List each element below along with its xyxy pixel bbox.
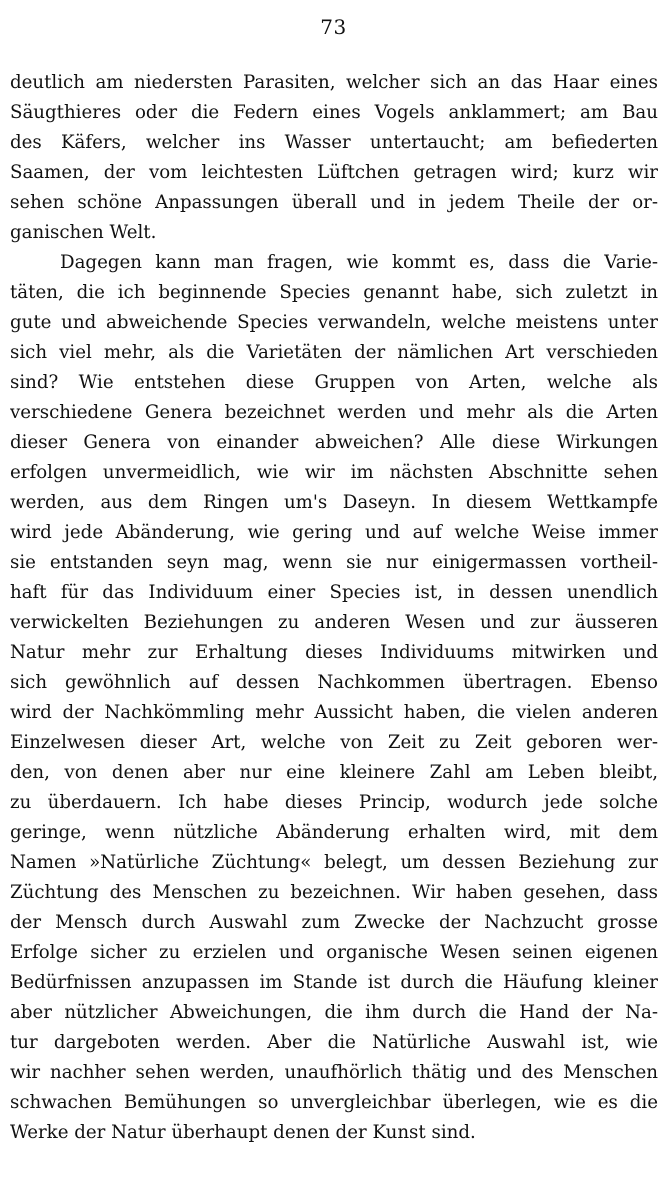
text-line: haft für das Individuum einer Species ist, in dessen unendlich	[10, 582, 658, 603]
text-line: deutlich am niedersten Parasiten, welcher sich an das Haar eines	[10, 72, 658, 93]
text-line: verschiedene Genera bezeichnet werden und mehr als die Arten	[10, 402, 658, 423]
text-line: Namen »Natürliche Züchtung« belegt, um dessen Beziehung zur	[10, 852, 658, 873]
text-line: Einzelwesen dieser Art, welche von Zeit zu Zeit geboren wer-	[10, 732, 658, 753]
text-line: gute und abweichende Species verwandeln, welche meistens unter	[10, 312, 658, 333]
body-text	[10, 68, 658, 1148]
text-line: dieser Genera von einander abweichen? Alle diese Wirkungen	[10, 432, 658, 453]
text-line: Werke der Natur überhaupt denen der Kunst sind.	[10, 1122, 476, 1143]
text-line: den, von denen aber nur eine kleinere Zahl am Leben bleibt,	[10, 762, 658, 783]
text-line: Natur mehr zur Erhaltung dieses Individuums mitwirken und	[10, 642, 658, 663]
text-line: Säugthieres oder die Federn eines Vogels anklammert; am Bau	[10, 102, 658, 123]
text-line: ganischen Welt.	[10, 222, 157, 243]
text-line: Dagegen kann man fragen, wie kommt es, dass die Varie-	[60, 252, 658, 273]
text-line: Bedürfnissen anzupassen im Stande ist durch die Häufung kleiner	[10, 972, 658, 993]
text-line: sie entstanden seyn mag, wenn sie nur einigermassen vortheil-	[10, 552, 658, 573]
text-line: wird jede Abänderung, wie gering und auf welche Weise immer	[10, 522, 658, 543]
text-line: werden, aus dem Ringen um's Daseyn. In diesem Wettkampfe	[10, 492, 658, 513]
text-line: Erfolge sicher zu erzielen und organische Wesen seinen eigenen	[10, 942, 658, 963]
text-line: zu überdauern. Ich habe dieses Princip, wodurch jede solche	[10, 792, 658, 813]
text-line: täten, die ich beginnende Species genannt habe, sich zuletzt in	[10, 282, 658, 303]
text-line: tur dargeboten werden. Aber die Natürliche Auswahl ist, wie	[10, 1032, 658, 1053]
text-line: sich viel mehr, als die Varietäten der nämlichen Art verschieden	[10, 342, 658, 363]
text-line: sehen schöne Anpassungen überall und in jedem Theile der or-	[10, 192, 658, 213]
text-line: Züchtung des Menschen zu bezeichnen. Wir haben gesehen, dass	[10, 882, 658, 903]
text-line: aber nützlicher Abweichungen, die ihm durch die Hand der Na-	[10, 1002, 658, 1023]
page-number: 73	[320, 15, 347, 39]
text-line: des Käfers, welcher ins Wasser untertaucht; am befiederten	[10, 132, 658, 153]
text-line: sich gewöhnlich auf dessen Nachkommen übertragen. Ebenso	[10, 672, 658, 693]
text-line: wird der Nachkömmling mehr Aussicht haben, die vielen anderen	[10, 702, 658, 723]
text-line: der Mensch durch Auswahl zum Zwecke der Nachzucht grosse	[10, 912, 658, 933]
text-line: wir nachher sehen werden, unaufhörlich thätig und des Menschen	[10, 1062, 658, 1083]
text-line: verwickelten Beziehungen zu anderen Wesen und zur äusseren	[10, 612, 658, 633]
text-line: sind? Wie entstehen diese Gruppen von Arten, welche als	[10, 372, 658, 393]
text-line: geringe, wenn nützliche Abänderung erhalten wird, mit dem	[10, 822, 658, 843]
text-line: erfolgen unvermeidlich, wie wir im nächsten Abschnitte sehen	[10, 462, 658, 483]
text-line: schwachen Bemühungen so unvergleichbar überlegen, wie es die	[10, 1092, 658, 1113]
text-line: Saamen, der vom leichtesten Lüftchen getragen wird; kurz wir	[10, 162, 658, 183]
